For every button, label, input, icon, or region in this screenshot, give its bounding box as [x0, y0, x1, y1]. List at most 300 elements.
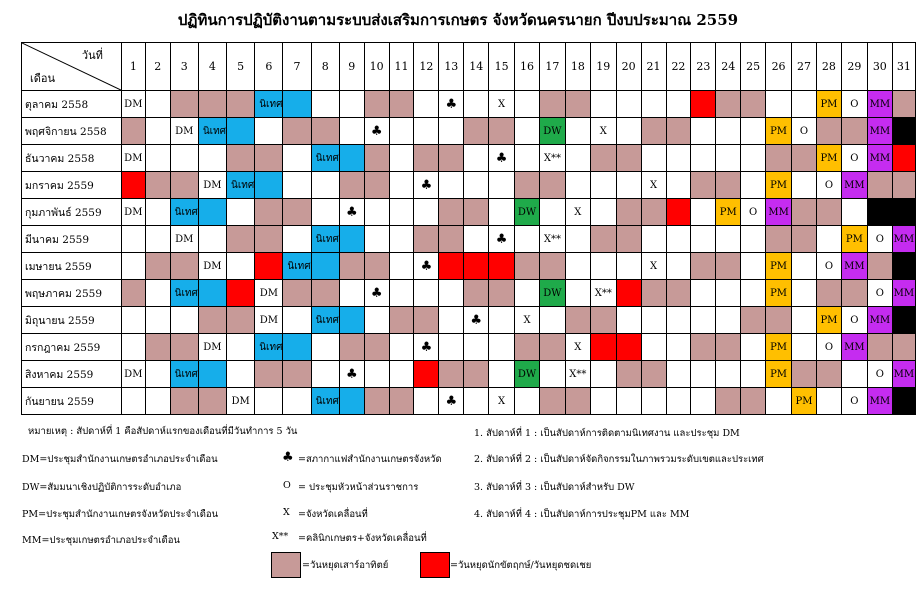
day-cell	[170, 334, 198, 361]
day-cell	[389, 253, 414, 280]
day-cell	[766, 226, 792, 253]
day-cell	[666, 199, 691, 226]
day-label: วันที่	[81, 49, 103, 62]
day-cell: นิเทศ	[170, 361, 198, 388]
day-cell: ♣	[364, 118, 389, 145]
day-header: 10	[364, 43, 389, 91]
day-cell	[198, 307, 226, 334]
month-name: มกราคม 2559	[22, 172, 122, 199]
day-cell	[616, 91, 641, 118]
month-row	[22, 172, 916, 199]
day-header: 6	[255, 43, 283, 91]
day-cell	[716, 145, 741, 172]
week-2-note: 2. สัปดาห์ที่ 2 : เป็นสัปดาห์จัดกิจกรรมในภาพรวมระดับเขตและประเทศ	[474, 454, 764, 465]
day-cell	[464, 145, 489, 172]
day-cell	[227, 253, 255, 280]
day-cell: MM	[867, 388, 892, 415]
day-cell	[816, 226, 841, 253]
day-cell	[641, 226, 666, 253]
day-cell	[389, 388, 414, 415]
day-cell	[464, 334, 489, 361]
day-cell	[641, 280, 666, 307]
week-4-note: 4. สัปดาห์ที่ 4 : เป็นสัปดาห์การประชุมPM และ MM	[474, 509, 690, 520]
day-cell	[716, 388, 741, 415]
day-cell	[691, 145, 716, 172]
day-cell	[515, 118, 540, 145]
day-cell	[311, 280, 339, 307]
day-cell: PM	[716, 199, 741, 226]
day-cell	[666, 226, 691, 253]
day-cell: นิเทศ	[311, 307, 339, 334]
day-cell	[364, 226, 389, 253]
day-cell	[439, 307, 464, 334]
day-cell	[439, 199, 464, 226]
day-cell	[590, 253, 616, 280]
day-cell: MM	[867, 145, 892, 172]
day-cell	[565, 388, 590, 415]
day-cell	[227, 91, 255, 118]
day-cell	[616, 172, 641, 199]
day-cell	[792, 226, 817, 253]
day-cell: X**	[565, 361, 590, 388]
day-cell	[121, 226, 145, 253]
day-cell	[892, 253, 915, 280]
day-cell	[439, 334, 464, 361]
day-cell	[145, 226, 170, 253]
day-cell	[389, 307, 414, 334]
day-cell	[741, 307, 766, 334]
month-row	[22, 118, 916, 145]
day-cell	[414, 307, 439, 334]
day-cell	[339, 91, 364, 118]
day-cell	[255, 199, 283, 226]
day-cell	[716, 118, 741, 145]
day-cell	[565, 253, 590, 280]
month-row	[22, 307, 916, 334]
day-cell	[565, 118, 590, 145]
header-row	[22, 43, 916, 91]
day-cell	[539, 199, 565, 226]
day-cell	[489, 361, 515, 388]
day-cell: PM	[766, 280, 792, 307]
day-cell	[389, 91, 414, 118]
day-cell	[691, 280, 716, 307]
day-cell	[816, 118, 841, 145]
day-cell	[616, 361, 641, 388]
day-header: 12	[414, 43, 439, 91]
day-cell	[691, 226, 716, 253]
day-cell: นิเทศ	[170, 199, 198, 226]
club-icon: ♣	[282, 450, 294, 465]
day-cell: X**	[539, 145, 565, 172]
day-cell	[691, 361, 716, 388]
day-cell: PM	[766, 361, 792, 388]
day-cell: DW	[515, 361, 540, 388]
legend-o: = ประชุมหัวหน้าส่วนราชการ	[298, 482, 419, 493]
day-cell	[283, 118, 311, 145]
day-cell	[841, 118, 867, 145]
day-cell	[339, 334, 364, 361]
day-header: 22	[666, 43, 691, 91]
day-cell: MM	[867, 307, 892, 334]
day-cell	[145, 361, 170, 388]
day-cell	[716, 334, 741, 361]
day-cell	[841, 280, 867, 307]
day-cell	[364, 307, 389, 334]
day-header: 16	[515, 43, 540, 91]
day-cell	[565, 280, 590, 307]
day-cell	[339, 145, 364, 172]
day-cell	[691, 199, 716, 226]
day-cell: O	[841, 307, 867, 334]
legend-xx: =คลินิกเกษตร+จังหวัดเคลื่อนที่	[298, 533, 427, 544]
day-cell	[145, 199, 170, 226]
day-cell: DM	[121, 361, 145, 388]
day-cell	[283, 226, 311, 253]
day-cell	[716, 253, 741, 280]
day-cell	[439, 226, 464, 253]
day-cell	[539, 172, 565, 199]
day-cell	[489, 253, 515, 280]
day-cell	[464, 172, 489, 199]
day-header: 17	[539, 43, 565, 91]
month-row	[22, 226, 916, 253]
month-name: กุมภาพันธ์ 2559	[22, 199, 122, 226]
day-cell	[364, 253, 389, 280]
day-cell: ♣	[414, 253, 439, 280]
day-cell: ♣	[439, 388, 464, 415]
day-cell	[489, 334, 515, 361]
day-cell	[364, 388, 389, 415]
day-cell	[792, 361, 817, 388]
day-cell: DM	[198, 172, 226, 199]
day-cell	[339, 253, 364, 280]
day-cell	[515, 172, 540, 199]
day-cell	[691, 388, 716, 415]
day-cell	[766, 145, 792, 172]
day-header: 23	[691, 43, 716, 91]
day-cell	[255, 361, 283, 388]
day-cell	[121, 172, 145, 199]
day-cell	[766, 91, 792, 118]
day-cell	[590, 145, 616, 172]
day-header: 7	[283, 43, 311, 91]
day-cell	[414, 118, 439, 145]
day-cell	[439, 145, 464, 172]
day-cell	[283, 361, 311, 388]
day-cell: PM	[766, 118, 792, 145]
day-cell	[389, 280, 414, 307]
legend-holiday: =วันหยุดนักขัตฤกษ์/วันหยุดชดเชย	[450, 560, 592, 571]
day-cell: นิเทศ	[311, 145, 339, 172]
day-cell	[590, 199, 616, 226]
day-cell	[539, 307, 565, 334]
month-row	[22, 199, 916, 226]
day-header: 13	[439, 43, 464, 91]
day-cell	[565, 172, 590, 199]
day-cell: ♣	[364, 280, 389, 307]
day-header: 30	[867, 43, 892, 91]
day-cell	[489, 172, 515, 199]
day-cell: นิเทศ	[255, 91, 283, 118]
day-cell	[464, 388, 489, 415]
day-header: 31	[892, 43, 915, 91]
day-cell	[255, 226, 283, 253]
day-cell: MM	[841, 334, 867, 361]
day-cell	[565, 145, 590, 172]
day-cell	[590, 172, 616, 199]
day-cell: DM	[121, 91, 145, 118]
day-cell	[464, 361, 489, 388]
day-cell: ♣	[439, 91, 464, 118]
day-cell: นิเทศ	[170, 280, 198, 307]
day-cell	[666, 172, 691, 199]
day-cell	[121, 334, 145, 361]
day-cell	[198, 226, 226, 253]
day-cell	[892, 172, 915, 199]
day-cell: DM	[198, 253, 226, 280]
day-cell	[792, 307, 817, 334]
day-cell	[255, 118, 283, 145]
legend-dw: DW=สัมมนาเชิงปฏิบัติการระดับอำเภอ	[22, 482, 182, 493]
day-cell	[515, 388, 540, 415]
day-header: 15	[489, 43, 515, 91]
day-cell	[311, 91, 339, 118]
day-cell: นิเทศ	[283, 253, 311, 280]
day-cell	[198, 145, 226, 172]
day-cell: DW	[539, 118, 565, 145]
day-cell	[121, 118, 145, 145]
day-cell: MM	[867, 91, 892, 118]
legend-weekend: =วันหยุดเสาร์อาทิตย์	[302, 560, 389, 571]
legend-x-symbol: X	[283, 507, 290, 518]
day-header: 8	[311, 43, 339, 91]
day-cell	[565, 91, 590, 118]
month-name: มีนาคม 2559	[22, 226, 122, 253]
month-row	[22, 253, 916, 280]
day-header: 5	[227, 43, 255, 91]
month-name: เมษายน 2559	[22, 253, 122, 280]
day-cell: PM	[766, 334, 792, 361]
day-cell	[414, 199, 439, 226]
day-cell	[741, 145, 766, 172]
day-cell: O	[867, 361, 892, 388]
day-cell: MM	[892, 226, 915, 253]
day-cell	[691, 253, 716, 280]
day-cell	[792, 199, 817, 226]
month-label: เดือน	[30, 72, 56, 85]
day-cell	[439, 118, 464, 145]
day-cell	[792, 280, 817, 307]
day-cell	[464, 253, 489, 280]
day-cell	[489, 118, 515, 145]
day-header: 27	[792, 43, 817, 91]
day-cell	[227, 145, 255, 172]
day-cell	[666, 118, 691, 145]
day-cell: DM	[121, 199, 145, 226]
day-header: 20	[616, 43, 641, 91]
day-cell	[867, 253, 892, 280]
day-header: 14	[464, 43, 489, 91]
day-cell	[666, 388, 691, 415]
legend-o-symbol: O	[283, 480, 291, 491]
day-cell	[892, 145, 915, 172]
day-cell	[170, 253, 198, 280]
day-cell	[539, 388, 565, 415]
day-cell	[283, 199, 311, 226]
day-cell	[590, 334, 616, 361]
day-cell	[414, 145, 439, 172]
day-cell	[339, 307, 364, 334]
day-cell	[414, 280, 439, 307]
day-cell: O	[841, 388, 867, 415]
day-cell	[716, 226, 741, 253]
month-name: มิถุนายน 2559	[22, 307, 122, 334]
day-cell	[666, 334, 691, 361]
day-cell: X	[565, 199, 590, 226]
day-cell	[255, 253, 283, 280]
day-cell	[489, 280, 515, 307]
day-cell: DM	[255, 280, 283, 307]
day-cell	[590, 91, 616, 118]
day-cell	[565, 226, 590, 253]
day-header: 24	[716, 43, 741, 91]
day-cell	[691, 91, 716, 118]
day-cell	[145, 145, 170, 172]
day-cell	[766, 388, 792, 415]
day-cell	[339, 118, 364, 145]
day-cell: O	[816, 334, 841, 361]
day-cell: X**	[590, 280, 616, 307]
day-cell	[792, 91, 817, 118]
day-cell	[121, 388, 145, 415]
day-cell: X	[565, 334, 590, 361]
day-cell	[616, 307, 641, 334]
day-cell	[283, 334, 311, 361]
day-cell	[389, 361, 414, 388]
day-header: 19	[590, 43, 616, 91]
day-cell	[691, 172, 716, 199]
day-cell	[716, 91, 741, 118]
day-header: 11	[389, 43, 414, 91]
day-header: 1	[121, 43, 145, 91]
day-cell	[389, 334, 414, 361]
day-cell	[311, 118, 339, 145]
day-cell	[364, 172, 389, 199]
legend-mm: MM=ประชุมเกษตรอำเภอประจำเดือน	[22, 535, 180, 546]
day-cell	[691, 334, 716, 361]
day-cell	[339, 226, 364, 253]
day-cell: ♣	[489, 145, 515, 172]
day-cell	[766, 307, 792, 334]
day-header: 26	[766, 43, 792, 91]
day-cell	[616, 253, 641, 280]
legend-dm: DM=ประชุมสำนักงานเกษตรอำเภอประจำเดือน	[22, 454, 218, 465]
day-cell	[741, 334, 766, 361]
day-cell: DM	[170, 226, 198, 253]
day-cell: DW	[515, 199, 540, 226]
day-cell	[515, 226, 540, 253]
day-cell	[539, 253, 565, 280]
day-cell	[892, 307, 915, 334]
day-cell	[198, 280, 226, 307]
day-cell	[741, 388, 766, 415]
day-cell	[666, 280, 691, 307]
day-cell	[539, 334, 565, 361]
day-cell: PM	[792, 388, 817, 415]
day-header: 2	[145, 43, 170, 91]
day-cell	[439, 253, 464, 280]
day-cell	[489, 199, 515, 226]
day-cell	[816, 280, 841, 307]
month-row	[22, 388, 916, 415]
day-cell	[666, 91, 691, 118]
day-cell	[816, 199, 841, 226]
day-cell	[145, 253, 170, 280]
day-cell	[389, 118, 414, 145]
day-cell	[439, 280, 464, 307]
day-cell	[198, 361, 226, 388]
day-cell: DM	[121, 145, 145, 172]
day-cell	[792, 145, 817, 172]
day-cell	[641, 307, 666, 334]
month-name: ธันวาคม 2558	[22, 145, 122, 172]
day-cell: O	[841, 91, 867, 118]
day-cell	[841, 199, 867, 226]
month-row	[22, 361, 916, 388]
month-name: กันยายน 2559	[22, 388, 122, 415]
day-cell	[816, 388, 841, 415]
day-cell: DW	[539, 280, 565, 307]
day-cell: นิเทศ	[227, 172, 255, 199]
day-cell	[616, 118, 641, 145]
day-cell	[565, 307, 590, 334]
day-header: 28	[816, 43, 841, 91]
day-cell	[227, 226, 255, 253]
day-cell	[691, 118, 716, 145]
day-cell: O	[816, 253, 841, 280]
holiday-swatch	[420, 552, 450, 578]
day-cell	[464, 226, 489, 253]
month-row	[22, 91, 916, 118]
day-cell	[170, 145, 198, 172]
day-cell	[641, 361, 666, 388]
week-3-note: 3. สัปดาห์ที่ 3 : เป็นสัปดาห์สำหรับ DW	[474, 482, 635, 493]
day-cell	[641, 334, 666, 361]
weekend-swatch	[271, 552, 301, 578]
day-cell	[311, 253, 339, 280]
day-cell	[227, 280, 255, 307]
day-cell	[792, 172, 817, 199]
day-header: 9	[339, 43, 364, 91]
day-cell: PM	[816, 307, 841, 334]
day-cell	[616, 334, 641, 361]
day-cell	[792, 334, 817, 361]
day-cell	[255, 145, 283, 172]
day-cell: X	[590, 118, 616, 145]
day-cell: นิเทศ	[311, 388, 339, 415]
day-header: 18	[565, 43, 590, 91]
day-cell	[227, 307, 255, 334]
day-cell	[867, 334, 892, 361]
day-cell	[741, 253, 766, 280]
day-cell	[311, 172, 339, 199]
corner-header	[22, 43, 122, 91]
day-cell: PM	[766, 253, 792, 280]
month-row	[22, 334, 916, 361]
day-header: 4	[198, 43, 226, 91]
month-name: ตุลาคม 2558	[22, 91, 122, 118]
